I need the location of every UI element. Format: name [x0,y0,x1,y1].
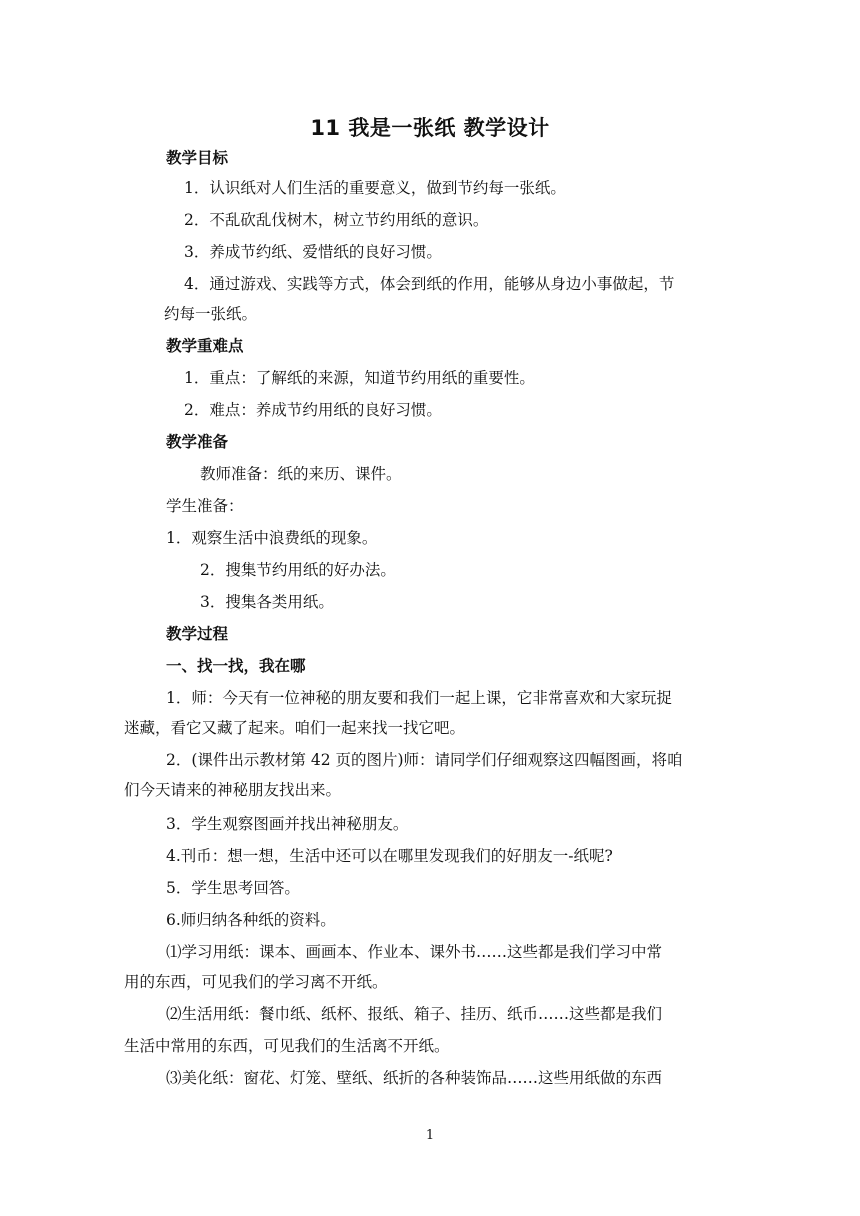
process-line: 3．学生观察图画并找出神秘朋友。 [166,815,409,833]
process-heading: 教学过程 [166,625,229,643]
prep-item: 教师准备：纸的来历、课件。 [200,465,402,483]
page-number: 1 [425,1128,435,1143]
goal-item-continued: 约每一张纸。 [164,305,258,323]
process-line: 5．学生思考回答。 [166,879,300,897]
process-line: 4.刊币：想一想，生活中还可以在哪里发现我们的好朋友一-纸呢? [166,847,613,865]
prep-item: 学生准备： [166,497,244,515]
keypoint-item: 1．重点：了解纸的来源，知道节约用纸的重要性。 [184,369,535,387]
process-line: 用的东西，可见我们的学习离不开纸。 [124,973,388,991]
prep-item: 1．观察生活中浪费纸的现象。 [166,529,378,547]
goal-item: 1．认识纸对人们生活的重要意义，做到节约每一张纸。 [184,179,566,197]
goal-item: 2．不乱砍乱伐树木，树立节约用纸的意识。 [184,211,489,229]
part1-heading: 一、找一找，我在哪 [166,657,306,675]
process-line: 2．(课件出示教材第 42 页的图片)师：请同学们仔细观察这四幅图画，将咱 [166,751,683,769]
goal-item: 4．通过游戏、实践等方式，体会到纸的作用，能够从身边小事做起，节 [184,275,675,293]
process-line: 生活中常用的东西，可见我们的生活离不开纸。 [124,1037,450,1055]
prep-item: 3．搜集各类用纸。 [200,593,334,611]
prep-heading: 教学准备 [166,433,229,451]
goals-heading: 教学目标 [166,149,229,167]
process-line: 迷藏，看它又藏了起来。咱们一起来找一找它吧。 [124,719,466,737]
process-line: 1．师：今天有一位神秘的朋友要和我们一起上课，它非常喜欢和大家玩捉 [166,689,672,707]
page-title: 11 我是一张纸 教学设计 [310,116,550,140]
process-line: 们今天请来的神秘朋友找出来。 [124,781,342,799]
goal-item: 3．养成节约纸、爱惜纸的良好习惯。 [184,243,442,261]
process-line: 6.师归纳各种纸的资料。 [166,911,336,929]
prep-item: 2．搜集节约用纸的好办法。 [200,561,396,579]
keypoints-heading: 教学重难点 [166,337,244,355]
keypoint-item: 2．难点：养成节约用纸的良好习惯。 [184,401,442,419]
process-line: ⑵生活用纸：餐巾纸、纸杯、报纸、箱子、挂历、纸币……这些都是我们 [166,1005,663,1023]
process-line: ⑴学习用纸：课本、画画本、作业本、课外书……这些都是我们学习中常 [166,943,663,961]
process-line: ⑶美化纸：窗花、灯笼、壁纸、纸折的各种装饰品……这些用纸做的东西 [166,1069,663,1087]
